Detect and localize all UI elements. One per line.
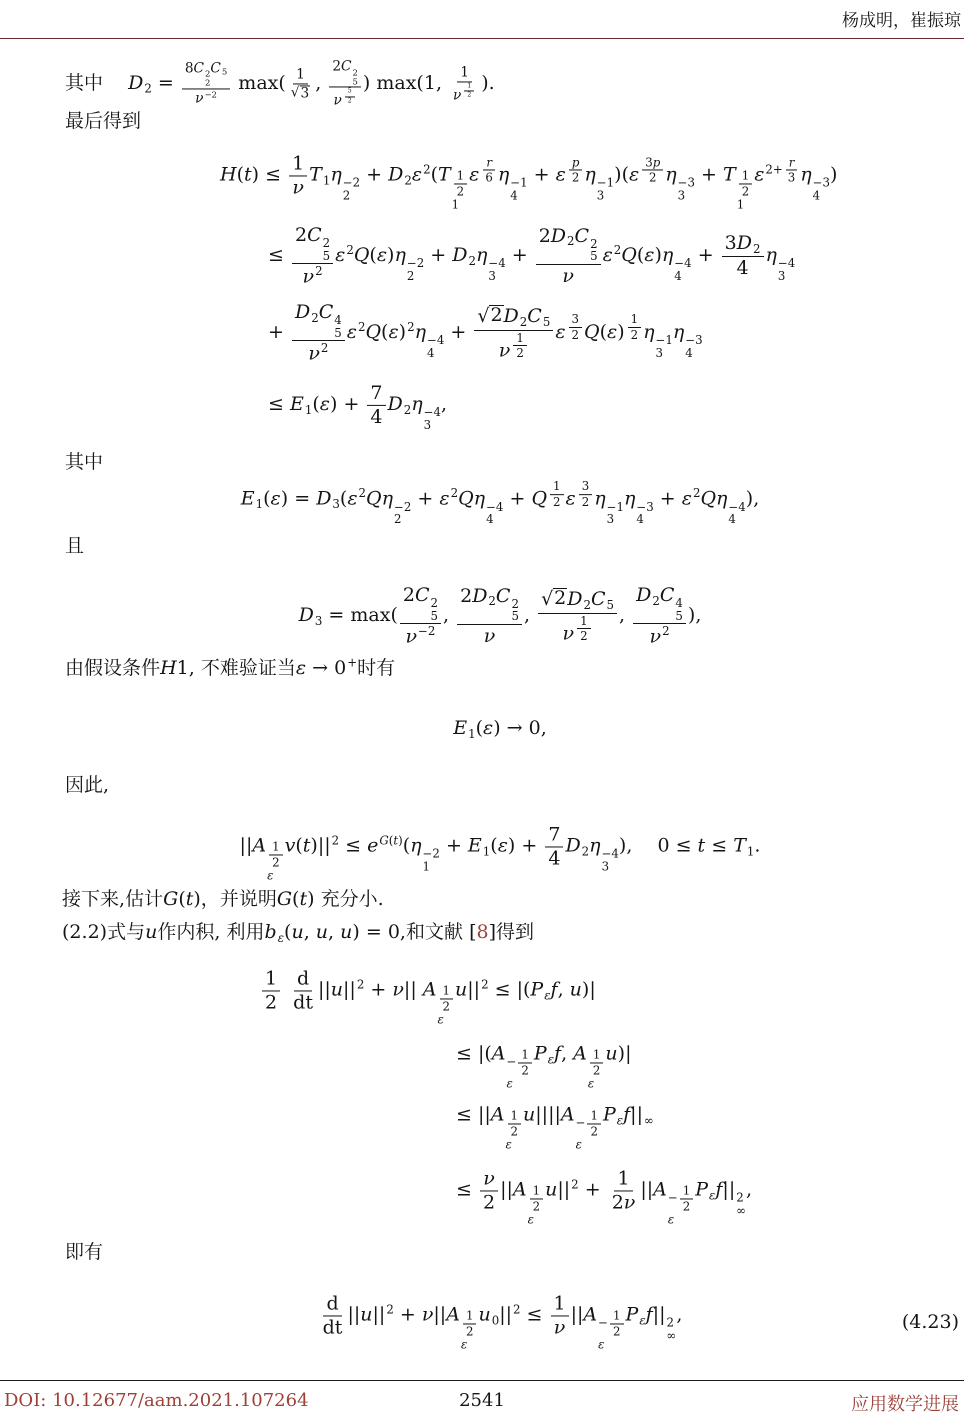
paragraph-d2-definition: 其中 D2 = 8C 2 2 C5 $\nu^{-2}$ max( 1 √ 3 , 2C 2 5 ν $^{\frac{5}{2}}$ ) max(1, 1 ν $^{\frac{1}{2}}$ ).	[65, 58, 495, 109]
equation-h-estimate-line2: ≤ 2C 2 5 $\nu^2$ $\varepsilon^2Q(\varepsilon)\eta$ −2 2 + D2η −4 3 + 2D2C 2 5 ν $\varepsilon^2Q(\varepsilon)\eta$ −4 4 + $\frac{3D2}{4}$ η −4 3	[268, 224, 796, 288]
paragraph-next-estimate-g: 接下来,估计G(t)，并说明G(t) 充分小.	[62, 888, 384, 911]
equation-e1-limit: E1(ε) → 0,	[453, 716, 547, 741]
equation-h-estimate-line4: ≤ E1(ε) + $\frac{7}{4}$ D2η −4 3 ,	[268, 381, 448, 432]
equation-number-4-23: (4.23)	[901, 1311, 959, 1333]
equation-d3-definition: D3 = max( 2C 2 5 $\nu^{-2}$ , 2D2C 2 5 ν , √ 2 D2C5 ν $^{\frac{1}{2}}$ , D2C 4 5 $\nu^2$ ),	[298, 584, 702, 648]
header-authors: 杨成明，崔振琼	[842, 11, 961, 31]
doi-link[interactable]: DOI: 10.12677/aam.2021.107264	[4, 1390, 309, 1411]
paragraph-where: 其中	[65, 451, 104, 474]
paragraph-therefore: 因此,	[65, 774, 110, 797]
equation-4-23: $\frac{d}{dt}$ $||u||^2 + \nu||A$ $\frac{1}{2}$ ε $u0||^2$ ≤ $\frac{1}{\nu}$ ||A − $\frac{1}{2}$ ε Pεf|| 2 ∞ ,	[322, 1292, 683, 1352]
paragraph-that-is: 即有	[65, 1241, 104, 1264]
journal-name: 应用数学进展	[851, 1394, 959, 1414]
paragraph-assumption-h1: 由假设条件H1, 不难验证当ε → 0+时有	[65, 655, 396, 679]
footer-rule	[0, 1380, 964, 1381]
equation-h-estimate-line1: H(t) ≤ $\frac{1}{\nu}$ T1η −2 2 + $D2\varepsilon^2(T$ $\frac{1}{2}$ 1 ε $^{\frac{r}{6}}$ η −1 4 + ε $^{\frac{p}{2}}$ η −1 3 )(ε $^{\frac{3p}{2}}$ η −3 3 + T $\frac{1}{2}$ 1 $\varepsilon^{2+ \frac{r}{3}}$ η −3 4 )	[220, 152, 838, 212]
equation-energy-line1: $\frac{1}{2}$ $\frac{d}{dt}$ $||u||^2 + \nu||$ A $\frac{1}{2}$ ε $u||^2 \le |(P\varepsilon f$, u)|	[260, 968, 596, 1025]
equation-e1-definition: $E1(\varepsilon) = D3(\varepsilon^2Q\eta$ −2 2 + $\varepsilon^2Q\eta$ −4 4 + Q $^{\frac{1}{2}}$ ε $^{\frac{3}{2}}$ η −1 3 η −3 4 + $\varepsilon^2Q\eta$ −4 4 ),	[240, 479, 760, 527]
paragraph-inner-product: (2.2)式与u作内积, 利用bε(u, u, u) = 0,和文献 [8]得到	[62, 920, 535, 945]
equation-h-estimate-line3: + D2C 4 5 $\nu^2$ $\varepsilon^2Q(\varepsilon)^2\eta$ −4 4 + √ 2 D2C5 ν $^{\frac{1}{2}}$ ε $^{\frac{3}{2}}$ Q(ε) $^{\frac{1}{2}}$ η −1 3 η −3 4	[268, 301, 703, 365]
citation-8[interactable]: 8	[476, 920, 489, 943]
equation-energy-line3: ≤ ||A $\frac{1}{2}$ ε u||||A − $\frac{1}{2}$ ε Pεf||∞	[456, 1103, 654, 1152]
equation-energy-line4: ≤ $\frac{\nu}{2}$ ||A $\frac{1}{2}$ ε $u||^2$ + $\frac{1}{2\nu}$ ||A − $\frac{1}{2}$ ε Pεf|| 2 ∞ ,	[456, 1167, 753, 1227]
header-rule	[0, 38, 964, 39]
paragraph-finally: 最后得到	[65, 110, 142, 133]
equation-v-bound: ||A $\frac{1}{2}$ ε $v(t)||^2 \le e^{G(t)}(\eta$ −2 1 + E1(ε) + $\frac{7}{4}$ D2η −4 3 ), 0 ≤ t ≤ T1.	[239, 823, 761, 883]
page-number: 2541	[459, 1390, 505, 1411]
equation-energy-line2: ≤ |(A − $\frac{1}{2}$ ε Pεf, A $\frac{1}{2}$ ε u)|	[456, 1042, 632, 1091]
paragraph-and: 且	[65, 535, 85, 558]
